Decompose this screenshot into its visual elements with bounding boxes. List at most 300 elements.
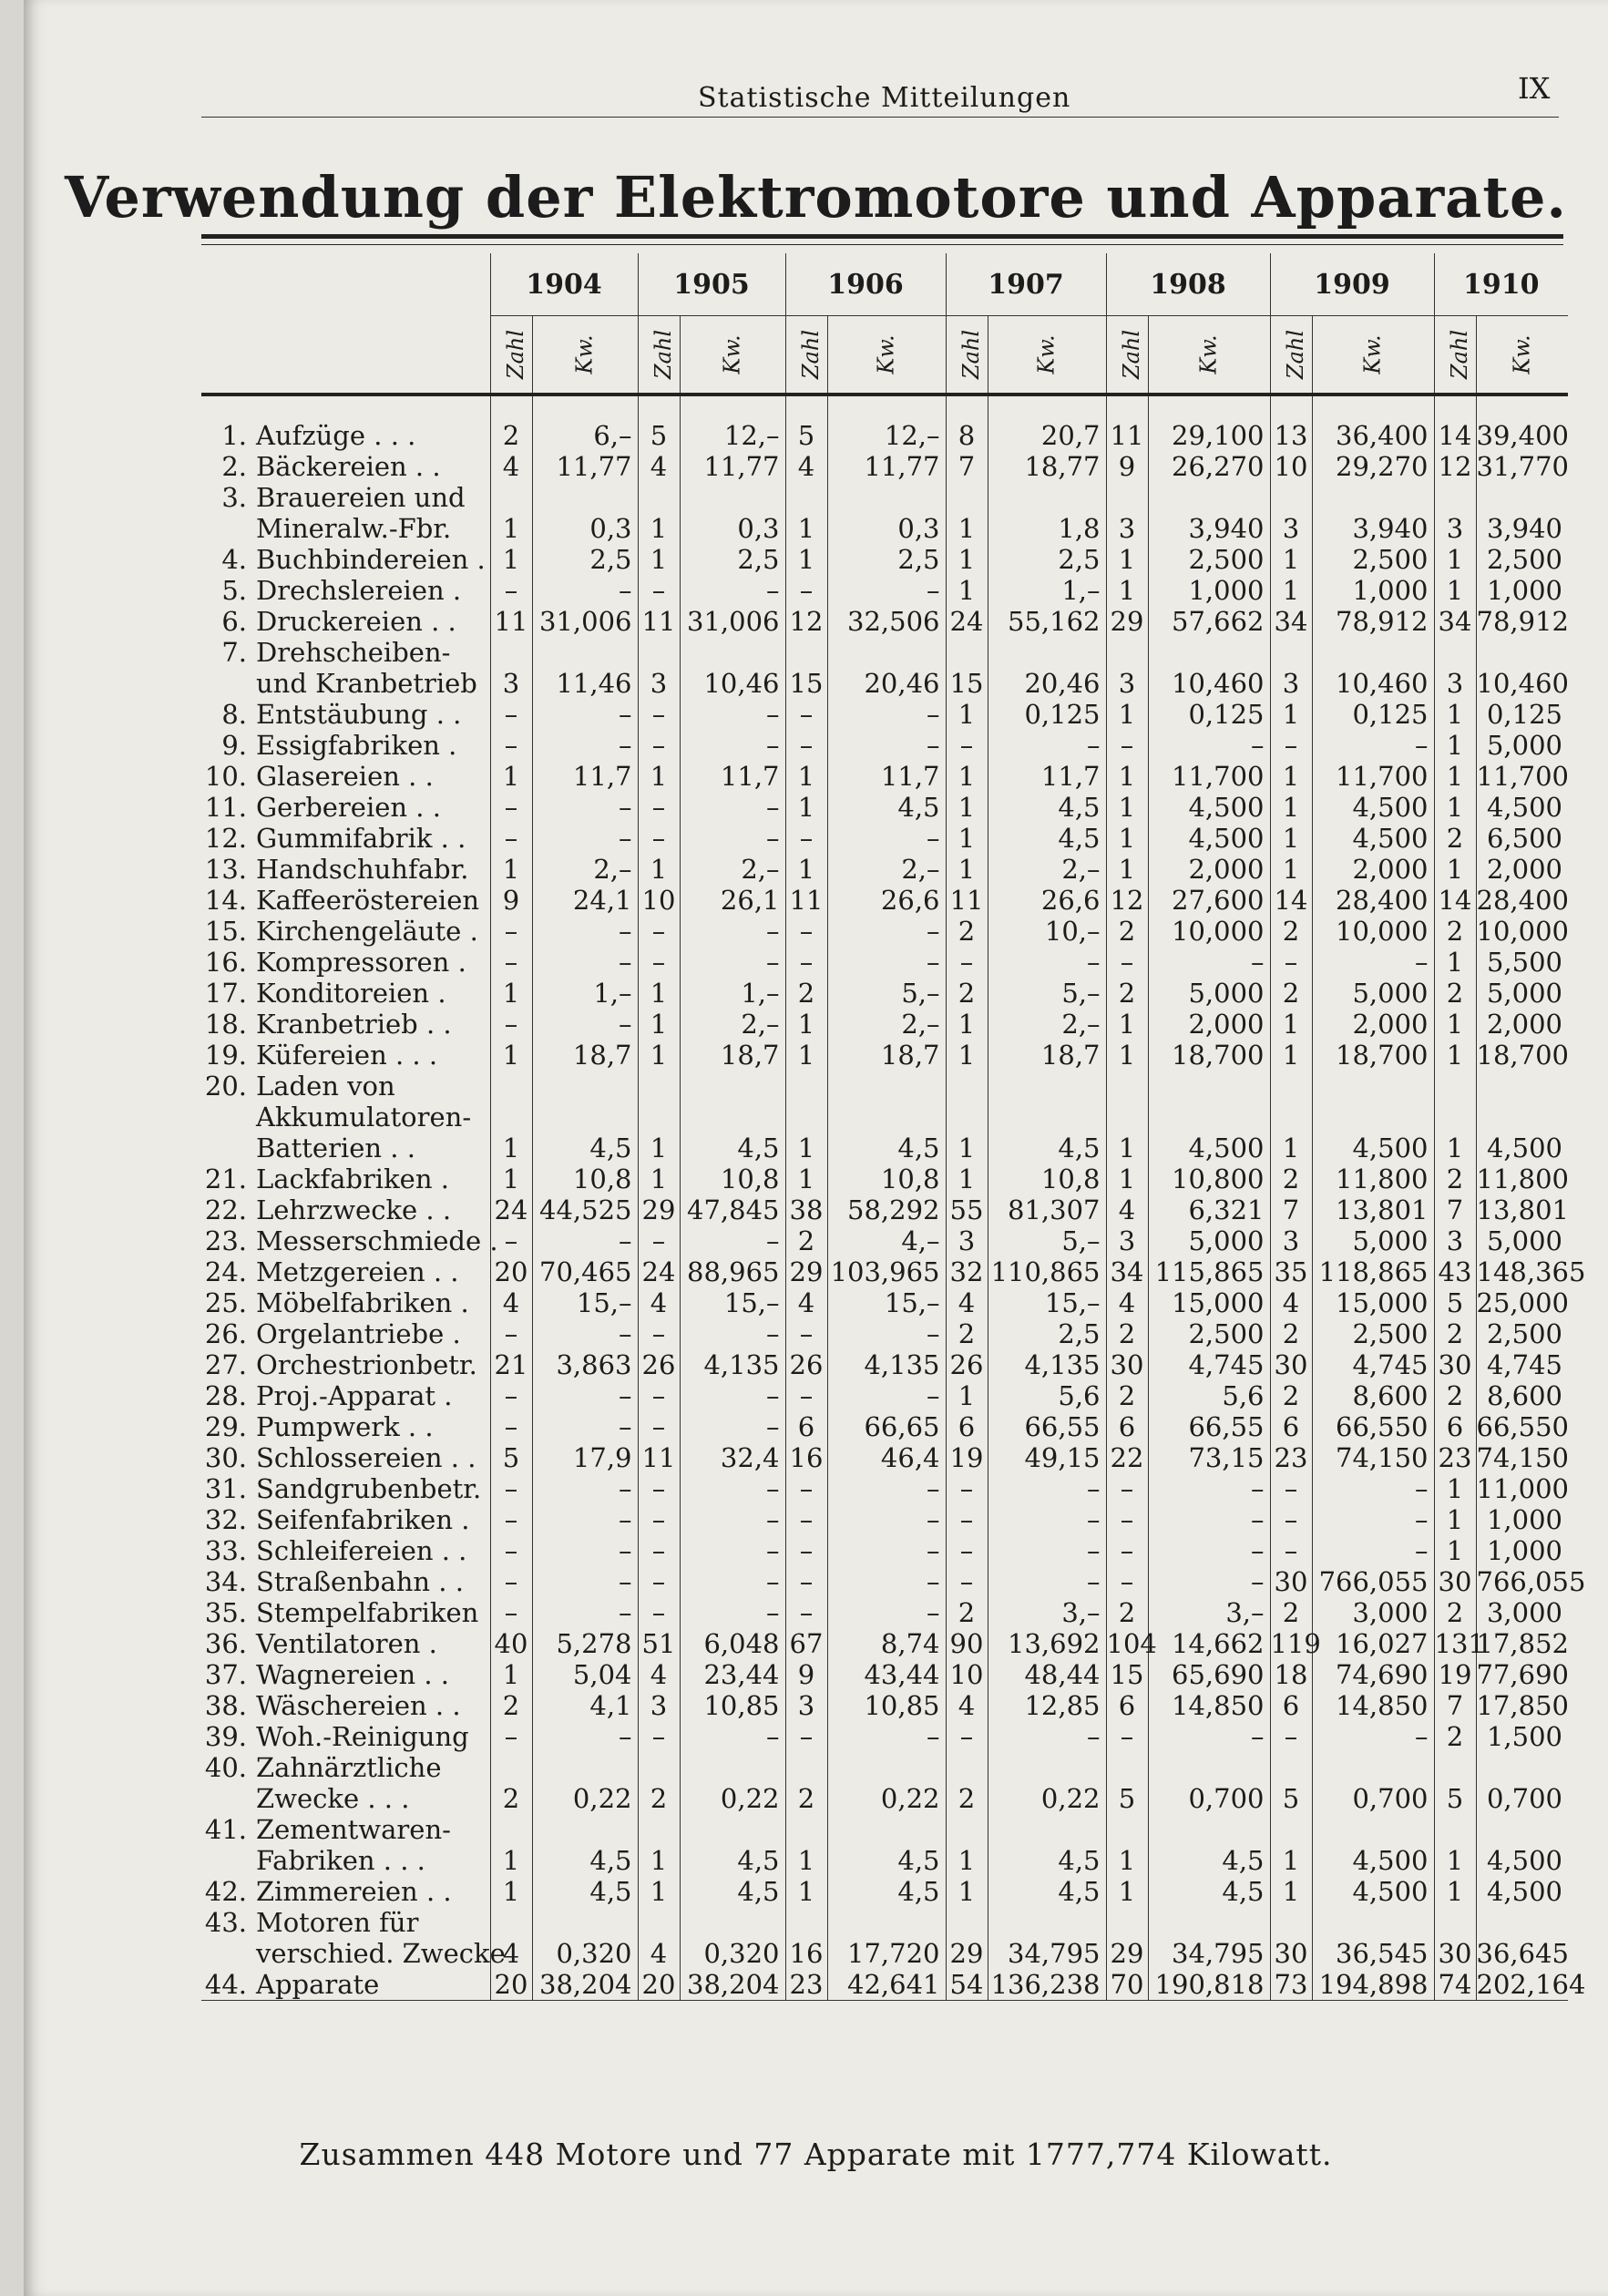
kw-cell: 74,690 (1312, 1659, 1434, 1690)
table-row (201, 513, 1568, 544)
subheader-label: Zahl (1282, 329, 1308, 380)
count-cell: 4 (785, 1287, 827, 1318)
kw-cell: 2,5 (988, 544, 1106, 575)
kw-cell: 4,500 (1476, 1133, 1568, 1163)
kw-cell: 2,500 (1312, 1318, 1434, 1349)
row-number: 40. (204, 1752, 247, 1783)
count-cell: 1 (1106, 761, 1148, 792)
category-name: Handschuhfabr. (256, 854, 469, 885)
kw-cell: 11,700 (1312, 761, 1434, 792)
kw-cell: 78,912 (1312, 606, 1434, 637)
count-cell: 2 (946, 916, 988, 947)
kw-cell: – (680, 792, 785, 823)
kw-subheader (1312, 316, 1434, 395)
kw-cell: 29,100 (1148, 395, 1270, 451)
count-cell: 1 (1434, 947, 1476, 978)
table-row (201, 1907, 1568, 1938)
kw-cell: 5,000 (1476, 978, 1568, 1009)
year-header: 1905 (638, 253, 785, 316)
kw-cell: – (532, 1318, 638, 1349)
kw-cell: 47,845 (680, 1194, 785, 1225)
count-cell: 4 (490, 451, 532, 482)
count-cell: 2 (1270, 1318, 1312, 1349)
year-header-row (201, 253, 1568, 316)
table-row (201, 482, 1568, 513)
count-cell: 23 (1270, 1442, 1312, 1473)
row-number: 13. (204, 854, 247, 885)
kw-cell: 12,85 (988, 1690, 1106, 1721)
kw-cell: 2,– (988, 854, 1106, 885)
document-page (24, 0, 1608, 2296)
count-cell: 6 (785, 1411, 827, 1442)
table-row (201, 823, 1568, 854)
kw-cell: 4,745 (1476, 1349, 1568, 1380)
table-row (201, 575, 1568, 606)
count-subheader (638, 316, 680, 395)
row-number: 2. (221, 451, 247, 482)
kw-cell: – (680, 1504, 785, 1535)
kw-cell: 2,000 (1148, 1009, 1270, 1040)
count-cell: 1 (638, 1163, 680, 1194)
kw-cell: 4,500 (1312, 1133, 1434, 1163)
count-cell: 7 (946, 451, 988, 482)
count-cell: 1 (1270, 1845, 1312, 1876)
count-cell (1106, 1102, 1148, 1133)
kw-cell: 4,500 (1476, 1876, 1568, 1907)
row-number: 11. (204, 792, 247, 823)
category-name: Lackfabriken . (256, 1163, 449, 1194)
count-cell: 14 (1434, 395, 1476, 451)
row-number: 24. (204, 1256, 247, 1287)
kw-cell (1476, 1814, 1568, 1845)
kw-cell: 4,500 (1476, 1845, 1568, 1876)
table-row (201, 1814, 1568, 1845)
count-cell: 26 (785, 1349, 827, 1380)
count-cell: 2 (1270, 978, 1312, 1009)
count-cell (638, 482, 680, 513)
row-number: 15. (204, 916, 247, 947)
category-name: Zementwaren- (256, 1814, 451, 1845)
count-cell (946, 1752, 988, 1783)
count-cell: 1 (1270, 792, 1312, 823)
count-cell: – (785, 1721, 827, 1752)
count-cell: 1 (638, 1040, 680, 1071)
subheader-label: Zahl (650, 329, 676, 380)
count-cell: 55 (946, 1194, 988, 1225)
count-cell: – (490, 947, 532, 978)
count-cell: – (490, 1318, 532, 1349)
count-cell (946, 1907, 988, 1938)
count-cell (638, 1907, 680, 1938)
kw-cell: 49,15 (988, 1442, 1106, 1473)
count-cell: – (785, 823, 827, 854)
count-cell: – (490, 1535, 532, 1566)
kw-cell: 11,800 (1476, 1163, 1569, 1194)
count-cell: 13 (1270, 395, 1312, 451)
count-cell: – (785, 575, 827, 606)
count-cell: – (785, 1380, 827, 1411)
count-cell: 1 (946, 854, 988, 885)
count-cell: 2 (1434, 1597, 1476, 1628)
count-cell: 3 (946, 1225, 988, 1256)
table-row (201, 1969, 1568, 2001)
kw-cell: 3,863 (532, 1349, 638, 1380)
kw-cell (1148, 1102, 1270, 1133)
kw-cell: – (1148, 1473, 1270, 1504)
kw-cell: 16,027 (1312, 1628, 1434, 1659)
kw-cell: – (988, 1504, 1106, 1535)
row-number (201, 1938, 249, 1969)
kw-cell (1312, 1102, 1434, 1133)
kw-cell (1148, 1071, 1270, 1102)
count-cell: 29 (946, 1938, 988, 1969)
kw-cell: 4,135 (680, 1349, 785, 1380)
count-cell: 1 (638, 1133, 680, 1163)
kw-cell: 3,940 (1476, 513, 1568, 544)
kw-cell (988, 1907, 1106, 1938)
count-subheader (1106, 316, 1148, 395)
row-number: 20. (204, 1071, 247, 1102)
count-cell: 1 (638, 513, 680, 544)
kw-cell: 32,4 (680, 1442, 785, 1473)
row-number (201, 668, 249, 699)
kw-cell: 20,46 (827, 668, 946, 699)
kw-cell (1312, 1752, 1434, 1783)
table-row (201, 1690, 1568, 1721)
kw-cell: – (827, 1473, 946, 1504)
kw-cell: – (1312, 1504, 1434, 1535)
category-name: Messerschmiede . (256, 1225, 498, 1256)
count-cell: 3 (638, 668, 680, 699)
subheader-label: Zahl (1446, 329, 1472, 380)
kw-cell: – (1148, 1721, 1270, 1752)
kw-cell (680, 1907, 785, 1938)
kw-cell: 1,– (680, 978, 785, 1009)
count-cell: 7 (1434, 1194, 1476, 1225)
category-name: Essigfabriken . (256, 730, 457, 761)
kw-cell: 55,162 (988, 606, 1106, 637)
count-cell: 7 (1434, 1690, 1476, 1721)
kw-cell: – (532, 1411, 638, 1442)
count-cell: – (638, 823, 680, 854)
kw-cell: 1,8 (988, 513, 1106, 544)
kw-cell: – (988, 1721, 1106, 1752)
kw-cell (827, 1102, 946, 1133)
count-cell: – (785, 730, 827, 761)
table-row (201, 1566, 1568, 1597)
count-cell: – (785, 947, 827, 978)
kw-cell: – (532, 947, 638, 978)
kw-cell: 66,65 (827, 1411, 946, 1442)
table-row (201, 1876, 1568, 1907)
row-number: 3. (221, 482, 247, 513)
header-blank (201, 253, 490, 316)
kw-cell: – (680, 1535, 785, 1566)
table-row (201, 1040, 1568, 1071)
count-cell: 1 (785, 854, 827, 885)
count-cell: 1 (1106, 854, 1148, 885)
kw-cell: 2,– (680, 854, 785, 885)
kw-cell: 190,818 (1148, 1969, 1270, 2001)
kw-cell: 77,690 (1476, 1659, 1569, 1690)
kw-cell: 5,000 (1148, 1225, 1270, 1256)
count-cell: 1 (1106, 1876, 1148, 1907)
kw-cell (827, 1752, 946, 1783)
kw-cell: – (1148, 1504, 1270, 1535)
kw-cell (1312, 637, 1434, 668)
count-cell: 1 (785, 792, 827, 823)
title-rule-thick (201, 234, 1563, 239)
kw-cell: 1,500 (1476, 1721, 1568, 1752)
kw-cell: 148,365 (1476, 1256, 1586, 1287)
count-cell: 1 (946, 1876, 988, 1907)
count-cell: 11 (1106, 395, 1148, 451)
kw-cell: 4,5 (532, 1133, 638, 1163)
kw-cell: 28,400 (1476, 885, 1569, 916)
count-cell: 1 (946, 575, 988, 606)
kw-cell: 24,1 (532, 885, 638, 916)
count-cell: – (490, 1504, 532, 1535)
kw-cell: 36,400 (1312, 395, 1434, 451)
count-cell: 1 (1434, 1504, 1476, 1535)
kw-cell: – (680, 575, 785, 606)
kw-cell: 4,1 (532, 1690, 638, 1721)
count-cell: 34 (1106, 1256, 1148, 1287)
category-name: Kaffeeröstereien (256, 885, 480, 916)
count-cell: 20 (638, 1969, 680, 2001)
kw-cell: 0,125 (1476, 699, 1568, 730)
kw-cell: 26,6 (988, 885, 1106, 916)
kw-cell: 18,700 (1476, 1040, 1569, 1071)
category-name: Kranbetrieb . . (256, 1009, 452, 1040)
kw-cell: – (532, 1225, 638, 1256)
row-number: 44. (201, 1969, 249, 2001)
count-cell: 2 (1434, 1163, 1476, 1194)
count-cell: 1 (946, 1845, 988, 1876)
kw-cell: 4,5 (988, 1845, 1106, 1876)
kw-cell: 18,77 (988, 451, 1106, 482)
count-cell: – (946, 947, 988, 978)
count-cell: 20 (490, 1256, 532, 1287)
count-cell (1270, 637, 1312, 668)
kw-cell (532, 637, 638, 668)
kw-cell (1476, 1071, 1568, 1102)
kw-cell: 10,800 (1148, 1163, 1270, 1194)
kw-cell: 43,44 (827, 1659, 946, 1690)
count-cell: – (490, 1411, 532, 1442)
kw-cell: 0,22 (680, 1783, 785, 1814)
kw-cell: 2,000 (1476, 854, 1568, 885)
row-number: 34. (204, 1566, 247, 1597)
kw-cell: 13,692 (988, 1628, 1106, 1659)
table-row (201, 1752, 1568, 1783)
kw-cell: – (532, 1566, 638, 1597)
count-cell: – (785, 1473, 827, 1504)
count-cell: – (1270, 1535, 1312, 1566)
kw-cell (827, 1071, 946, 1102)
count-cell: 1 (638, 1876, 680, 1907)
table-row (201, 947, 1568, 978)
count-cell (490, 1814, 532, 1845)
kw-cell: 2,500 (1312, 544, 1434, 575)
kw-cell: 0,22 (827, 1783, 946, 1814)
kw-cell: 2,000 (1312, 854, 1434, 885)
kw-cell: 74,150 (1476, 1442, 1569, 1473)
count-cell: 1 (490, 1133, 532, 1163)
row-number: 16. (204, 947, 247, 978)
kw-cell: 14,662 (1148, 1628, 1270, 1659)
count-cell: – (638, 1411, 680, 1442)
kw-cell (988, 482, 1106, 513)
kw-cell: 6,– (532, 395, 638, 451)
count-cell: 24 (946, 606, 988, 637)
kw-cell: 10,000 (1476, 916, 1569, 947)
count-cell: 2 (1270, 1380, 1312, 1411)
kw-cell: – (1312, 1721, 1434, 1752)
table-row (201, 1721, 1568, 1752)
category-name: Bäckereien . . (256, 451, 441, 482)
count-cell (1106, 1814, 1148, 1845)
subheader-label: Kw. (1033, 334, 1060, 374)
kw-cell: 2,– (827, 1009, 946, 1040)
page-number: IX (1518, 71, 1551, 106)
count-cell: – (785, 699, 827, 730)
count-cell: 1 (490, 1659, 532, 1690)
kw-cell: 10,000 (1148, 916, 1270, 947)
count-cell: 1 (1106, 575, 1148, 606)
kw-cell: 5,– (827, 978, 946, 1009)
count-cell: 1 (1270, 854, 1312, 885)
kw-cell: 5,– (988, 978, 1106, 1009)
kw-cell: 5,6 (988, 1380, 1106, 1411)
count-cell: 1 (490, 1040, 532, 1071)
count-cell (1434, 1071, 1476, 1102)
count-cell: – (785, 1597, 827, 1628)
count-cell: 6 (1106, 1690, 1148, 1721)
count-cell: 2 (1434, 1318, 1476, 1349)
count-cell (1270, 1102, 1312, 1133)
count-cell: 1 (1106, 1845, 1148, 1876)
kw-cell: 1,000 (1312, 575, 1434, 606)
kw-cell: 2,500 (1476, 544, 1568, 575)
category-name: Orchestrionbetr. (256, 1349, 477, 1380)
count-cell: 6 (946, 1411, 988, 1442)
kw-cell (1312, 1071, 1434, 1102)
count-cell (1106, 637, 1148, 668)
count-cell: 6 (1270, 1690, 1312, 1721)
count-cell: 1 (785, 513, 827, 544)
count-cell: 4 (490, 1287, 532, 1318)
table-row (201, 1380, 1568, 1411)
row-number: 8. (221, 699, 247, 730)
count-cell: 9 (490, 885, 532, 916)
kw-cell: 18,7 (680, 1040, 785, 1071)
count-cell: – (638, 1225, 680, 1256)
count-cell: 30 (1106, 1349, 1148, 1380)
count-cell: 1 (946, 792, 988, 823)
kw-cell: 1,000 (1476, 1504, 1568, 1535)
count-cell: – (490, 1225, 532, 1256)
count-cell: 7 (1270, 1194, 1312, 1225)
kw-cell: 15,000 (1312, 1287, 1434, 1318)
count-cell: 1 (1434, 1535, 1476, 1566)
count-cell: 3 (1106, 668, 1148, 699)
table-row (201, 1659, 1568, 1690)
count-cell: 38 (785, 1194, 827, 1225)
kw-cell: – (680, 823, 785, 854)
row-number: 19. (204, 1040, 247, 1071)
kw-cell: 8,600 (1312, 1380, 1434, 1411)
count-cell: 3 (638, 1690, 680, 1721)
count-cell: 15 (1106, 1659, 1148, 1690)
kw-cell (1148, 1907, 1270, 1938)
count-cell (1270, 482, 1312, 513)
kw-cell: 10,460 (1148, 668, 1270, 699)
table-row (201, 1349, 1568, 1380)
count-cell: 35 (1270, 1256, 1312, 1287)
count-cell: 1 (490, 978, 532, 1009)
kw-cell (532, 1102, 638, 1133)
kw-cell: 4,500 (1148, 1133, 1270, 1163)
kw-cell: 3,– (1148, 1597, 1270, 1628)
table-row (201, 1597, 1568, 1628)
count-subheader (1434, 316, 1476, 395)
kw-cell: 4,500 (1312, 1876, 1434, 1907)
kw-cell: 1,000 (1476, 575, 1568, 606)
count-cell: 5 (1434, 1287, 1476, 1318)
kw-cell (988, 1752, 1106, 1783)
kw-cell: 0,700 (1476, 1783, 1568, 1814)
count-cell: – (638, 1318, 680, 1349)
count-cell: 14 (1270, 885, 1312, 916)
count-cell (490, 637, 532, 668)
count-cell (1270, 1752, 1312, 1783)
category-name: Drechslereien . (256, 575, 462, 606)
kw-cell: – (827, 699, 946, 730)
count-cell: – (490, 1009, 532, 1040)
category-name: Gerbereien . . (256, 792, 441, 823)
kw-cell: – (532, 1597, 638, 1628)
count-cell: – (946, 1535, 988, 1566)
count-cell (1106, 1907, 1148, 1938)
count-cell: 1 (1270, 699, 1312, 730)
kw-cell: 4,5 (1148, 1876, 1270, 1907)
count-cell: 29 (785, 1256, 827, 1287)
category-name: Orgelantriebe . (256, 1318, 461, 1349)
kw-cell: – (988, 1566, 1106, 1597)
kw-cell: 4,5 (680, 1845, 785, 1876)
count-cell: 2 (490, 1783, 532, 1814)
row-number: 26. (204, 1318, 247, 1349)
count-cell: 34 (1434, 606, 1476, 637)
count-cell (1270, 1907, 1312, 1938)
table-row (201, 1783, 1568, 1814)
count-cell (1434, 637, 1476, 668)
count-cell: 29 (1106, 1938, 1148, 1969)
count-cell: 5 (1434, 1783, 1476, 1814)
kw-cell: 42,641 (827, 1969, 946, 2001)
kw-subheader (827, 316, 946, 395)
kw-cell (680, 1071, 785, 1102)
count-cell: 3 (1270, 513, 1312, 544)
row-number: 23. (204, 1225, 247, 1256)
table-row (201, 1442, 1568, 1473)
count-cell: – (1270, 1504, 1312, 1535)
count-cell (785, 482, 827, 513)
kw-cell: 73,15 (1148, 1442, 1270, 1473)
kw-cell: 65,690 (1148, 1659, 1270, 1690)
count-cell (946, 482, 988, 513)
